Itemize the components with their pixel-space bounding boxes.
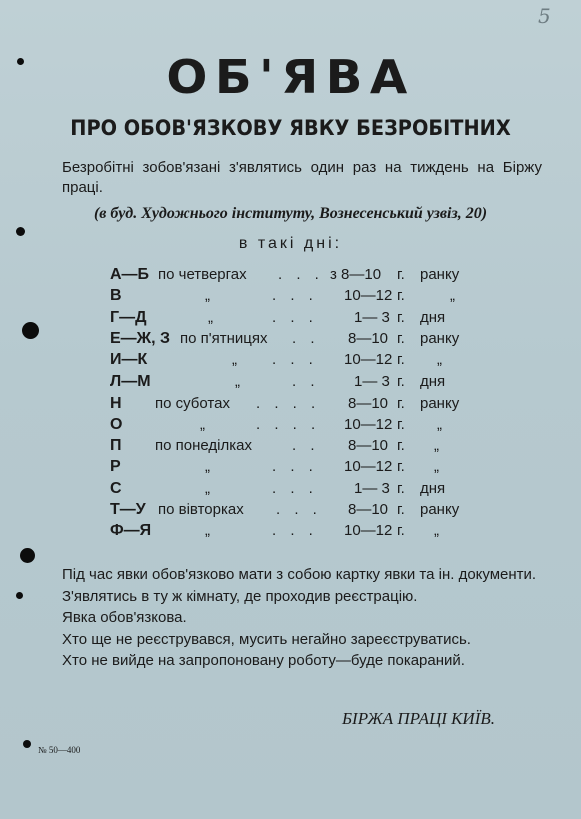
weekday: „ — [235, 373, 240, 390]
day-part: „ — [434, 437, 439, 454]
schedule-row — [0, 309, 581, 329]
letters-range: Г—Д — [110, 309, 147, 326]
dot-leader: . . . — [276, 501, 322, 518]
letters-range: С — [110, 480, 122, 497]
weekday: по п'ятницях — [180, 330, 268, 347]
schedule-row — [0, 266, 581, 286]
time-range: 1— 3 — [354, 309, 390, 326]
time-range: 8—10 — [348, 501, 389, 518]
letters-range: Р — [110, 458, 121, 475]
address-line: (в буд. Художнього інституту, Вознесенський узвіз, 20) — [93, 205, 488, 222]
note-line: Явка обов'язкова. — [62, 609, 187, 626]
time-unit: г. — [397, 287, 405, 304]
time-unit: г. — [397, 480, 405, 497]
weekday: „ — [205, 480, 210, 497]
page-title: ОБ'ЯВА — [166, 50, 415, 104]
day-part: дня — [420, 309, 446, 326]
time-unit: г. — [397, 373, 405, 390]
weekday: „ — [205, 522, 210, 539]
time-range: з 8—10 — [330, 266, 382, 283]
letters-range: Т—У — [110, 501, 146, 518]
day-part: ранку — [420, 395, 460, 412]
time-range: 8—10 — [348, 395, 389, 412]
schedule-row — [0, 522, 581, 542]
schedule-row — [0, 437, 581, 457]
pencil-page-number: 5 — [538, 4, 551, 28]
intro-text: Безробітні зобов'язані з'являтись один раз на тиждень на Біржу праці. — [62, 159, 542, 196]
weekday: по суботах — [155, 395, 230, 412]
letters-range: В — [110, 287, 122, 304]
dot-leader: . . — [292, 330, 320, 347]
dot-leader: . . . — [272, 458, 318, 475]
time-unit: г. — [397, 395, 405, 412]
day-part: „ — [434, 522, 439, 539]
time-range: 10—12 — [344, 522, 393, 539]
time-range: 1— 3 — [354, 373, 390, 390]
dot-leader: . . . . — [256, 395, 321, 412]
time-range: 10—12 — [344, 351, 393, 368]
weekday: „ — [200, 416, 205, 433]
letters-range: Л—М — [110, 373, 151, 390]
time-range: 1— 3 — [354, 480, 390, 497]
weekday: „ — [205, 287, 210, 304]
day-part: ранку — [420, 501, 460, 518]
day-part: дня — [420, 480, 446, 497]
letters-range: Н — [110, 395, 122, 412]
print-run-mark: № 50—400 — [38, 745, 81, 755]
note-line: Хто не вийде на запропоновану роботу—буде покараний. — [62, 652, 465, 669]
dot-leader: . . — [292, 373, 320, 390]
time-range: 10—12 — [344, 416, 393, 433]
letters-range: О — [110, 416, 123, 433]
weekday: „ — [232, 351, 237, 368]
day-part: „ — [450, 287, 455, 304]
day-part: дня — [420, 373, 446, 390]
letters-range: Е—Ж, З — [110, 330, 171, 347]
letters-range: И—К — [110, 351, 148, 368]
time-range: 10—12 — [344, 458, 393, 475]
time-range: 10—12 — [344, 287, 393, 304]
dot-leader: . . . — [272, 522, 318, 539]
weekday: по четвергах — [158, 266, 247, 283]
schedule-row — [0, 330, 581, 350]
time-unit: г. — [397, 458, 405, 475]
weekday: по понеділках — [155, 437, 252, 454]
schedule-row — [0, 287, 581, 307]
schedule-row — [0, 458, 581, 478]
letters-range: А—Б — [110, 266, 150, 283]
page-subtitle: ПРО ОБОВ'ЯЗКОВУ ЯВКУ БЕЗРОБІТНИХ — [70, 116, 511, 140]
weekday: по вівторках — [158, 501, 244, 518]
schedule-row — [0, 395, 581, 415]
time-unit: г. — [397, 351, 405, 368]
schedule-row — [0, 373, 581, 393]
note-line: Під час явки обов'язково мати з собою картку явки та ін. документи. — [62, 566, 537, 583]
time-range: 8—10 — [348, 330, 389, 347]
day-part: „ — [437, 351, 442, 368]
schedule-row — [0, 416, 581, 436]
dot-leader: . . . — [272, 351, 318, 368]
note-line: Хто ще не реєструвався, мусить негайно зареєструватись. — [62, 630, 471, 648]
schedule-row — [0, 351, 581, 371]
time-unit: г. — [397, 501, 405, 518]
letters-range: П — [110, 437, 122, 454]
note-line: З'являтись в ту ж кімнату, де проходив реєстрацію. — [62, 587, 418, 605]
weekday: „ — [208, 309, 213, 326]
dot-leader: . . . . — [256, 416, 321, 433]
weekday: „ — [205, 458, 210, 475]
time-unit: г. — [397, 266, 405, 283]
punch-hole — [16, 592, 23, 599]
days-heading: в такі дні: — [238, 235, 343, 252]
dot-leader: . . . — [272, 309, 318, 326]
dot-leader: . . . — [272, 480, 318, 497]
time-unit: г. — [397, 437, 405, 454]
dot-leader: . . . — [272, 287, 318, 304]
punch-hole — [23, 740, 31, 748]
schedule-row — [0, 480, 581, 500]
day-part: ранку — [420, 330, 460, 347]
dot-leader: . . — [292, 437, 320, 454]
time-unit: г. — [397, 416, 405, 433]
notes-block — [62, 564, 542, 672]
signature: БІРЖА ПРАЦІ КИЇВ. — [342, 709, 495, 728]
time-unit: г. — [397, 522, 405, 539]
time-range: 8—10 — [348, 437, 389, 454]
dot-leader: . . . — [278, 266, 324, 283]
punch-hole — [20, 548, 35, 563]
day-part: „ — [437, 416, 442, 433]
time-unit: г. — [397, 309, 405, 326]
time-unit: г. — [397, 330, 405, 347]
day-part: „ — [434, 458, 439, 475]
schedule-row — [0, 501, 581, 521]
day-part: ранку — [420, 266, 460, 283]
letters-range: Ф—Я — [110, 522, 152, 539]
